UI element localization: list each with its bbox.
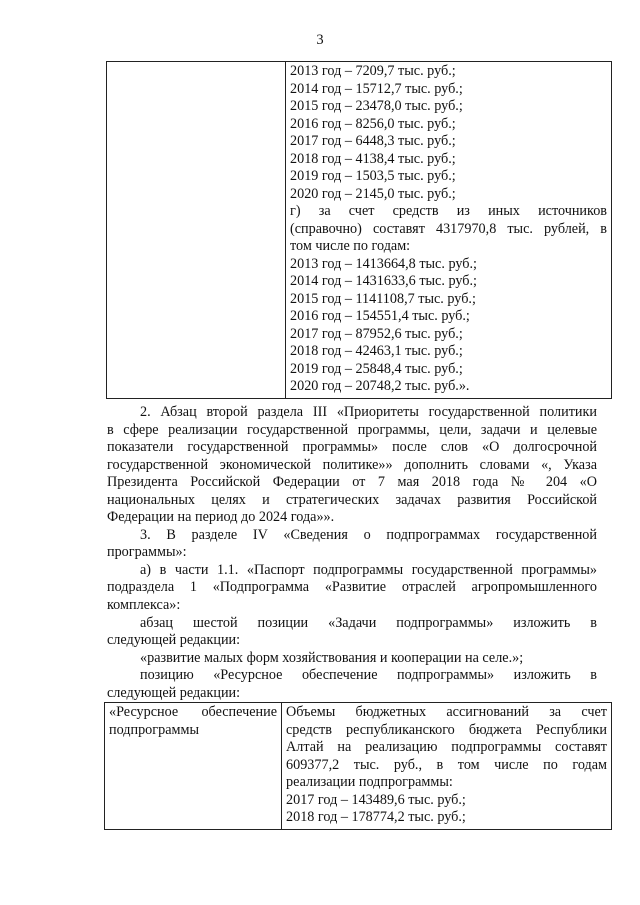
paragraph-position: позицию «Ресурсное обеспечение подпрограммы» изложить в [140,667,597,684]
budget-line: реализации подпрограммы: [286,774,453,790]
other-sources-line: том числе по годам: [290,238,411,254]
paragraph-3: программы»: [107,544,187,561]
paragraph-2: показатели государственной программы» после слов «О долгосрочной [107,439,597,456]
year-line: 2017 год – 6448,3 тыс. руб.; [290,133,456,149]
year-line: 2017 год – 143489,6 тыс. руб.; [286,791,466,808]
paragraph-2: государственной экономической политике»» дополнить словами «, Указа [107,456,597,473]
paragraph-2: Федерации на период до 2024 года»». [107,509,335,526]
paragraph-2: в сфере реализации государственной программы, цели, задачи и целевые [107,421,597,438]
year-line: 2020 год – 20748,2 тыс. руб.». [290,378,470,394]
budget-line: средств республиканского бюджета Республики [286,721,607,738]
paragraph-2: Президента Российской Федерации от 7 мая 2018 года № 204 «О [107,474,597,491]
paragraph-position: следующей редакции: [107,684,241,701]
year-line: 2014 год – 15712,7 тыс. руб.; [290,80,463,97]
paragraph-abzac: абзац шестой позиции «Задачи подпрограммы» изложить в [140,614,597,631]
other-sources-line: г) за счет средств из иных источников [290,203,607,219]
year-line: 2016 год – 154551,4 тыс. руб.; [290,308,470,324]
year-line: 2018 год – 178774,2 тыс. руб.; [286,809,466,825]
year-line: 2015 год – 1141108,7 тыс. руб.; [290,290,476,307]
year-line: 2013 год – 7209,7 тыс. руб.; [290,63,456,79]
table-label-cell [107,62,286,399]
budget-line: Алтай на реализацию подпрограммы составят [286,739,607,755]
year-line: 2020 год – 2145,0 тыс. руб.; [290,185,456,202]
table-value-cell [286,62,612,399]
year-line: 2013 год – 1413664,8 тыс. руб.; [290,255,477,272]
table-label-cell [105,703,282,830]
resource-label: подпрограммы [109,721,199,738]
resource-label: «Ресурсное обеспечение [109,704,277,720]
budget-line: Объемы бюджетных ассигнований за счет [286,704,607,720]
year-line: 2019 год – 25848,4 тыс. руб.; [290,360,463,377]
year-line: 2016 год – 8256,0 тыс. руб.; [290,115,456,132]
budget-line: 609377,2 тыс. руб., в том числе по годам [286,756,607,773]
paragraph-2: 2. Абзац второй раздела III «Приоритеты государственной политики [140,404,597,420]
resource-table-new [104,702,612,830]
page-number: 3 [316,32,324,48]
year-line: 2019 год – 1503,5 тыс. руб.; [290,168,456,184]
paragraph-2: национальных целях и стратегических задачах развития Российской [107,491,597,508]
other-sources-line: (справочно) составят 4317970,8 тыс. рублей, в [290,220,607,237]
paragraph-3a: комплекса»: [107,597,181,614]
paragraph-3a: подраздела 1 «Подпрограмма «Развитие отраслей агропромышленного [107,579,597,596]
paragraph-3: 3. В разделе IV «Сведения о подпрограммах государственной [140,526,597,543]
year-line: 2014 год – 1431633,6 тыс. руб.; [290,273,477,289]
resource-table-continued [106,61,612,399]
year-line: 2018 год – 42463,1 тыс. руб.; [290,343,463,359]
year-line: 2015 год – 23478,0 тыс. руб.; [290,98,463,114]
year-line: 2017 год – 87952,6 тыс. руб.; [290,325,463,342]
paragraph-quote: «развитие малых форм хозяйствования и кооперации на селе.»; [140,649,524,666]
paragraph-3a: а) в части 1.1. «Паспорт подпрограммы государственной программы» [140,561,597,578]
paragraph-abzac: следующей редакции: [107,632,241,649]
table-value-cell [282,703,612,830]
year-line: 2018 год – 4138,4 тыс. руб.; [290,150,456,167]
document-body [107,404,597,702]
